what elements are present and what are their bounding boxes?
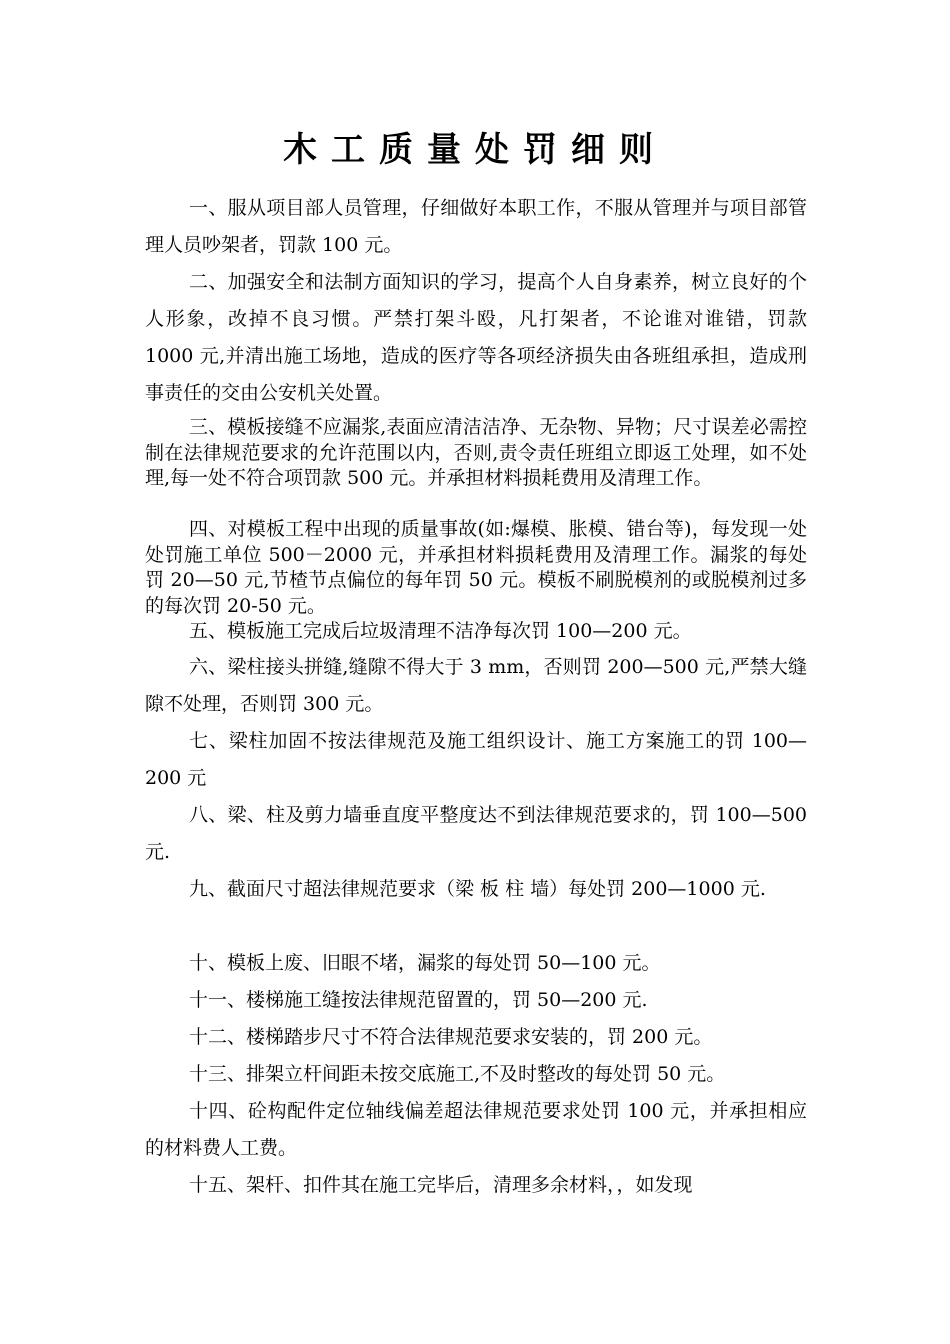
clause-6: 六、梁柱接头拼缝,缝隙不得大于 3 mm，否则罚 200—500 元,严禁大缝隙不处理，否则罚 300 元。 [145, 656, 807, 715]
clause-2: 二、加强安全和法制方面知识的学习，提高个人自身素养，树立良好的个人形象，改掉不良习惯。严禁打架斗殴，凡打架者，不论谁对谁错，罚款 1000 元,并清出施工场地，造成的医疗等各项经济损失由各班组承担，造成刑事责任的交由公安机关处置。 [145, 271, 807, 404]
clause-5: 五、模板施工完成后垃圾清理不洁净每次罚 100—200 元。 [189, 620, 692, 642]
clause-1: 一、服从项目部人员管理，仔细做好本职工作，不服从管理并与项目部管理人员吵架者，罚款 100 元。 [145, 197, 807, 256]
clause-9: 九、截面尺寸超法律规范要求（梁 板 柱 墙）每处罚 200—1000 元. [189, 878, 766, 900]
clause-3: 三、模板接缝不应漏浆,表面应清洁洁净、无杂物、异物；尺寸误差必需控制在法律规范要求的允许范围以内，否则,责令责任班组立即返工处理，如不处理,每一处不符合项罚款 500 元。并承担材料损耗费用及清理工作。 [145, 416, 807, 489]
clause-14: 十四、砼构配件定位轴线偏差超法律规范要求处罚 100 元，并承担相应的材料费人工费。 [145, 1100, 807, 1159]
clause-7: 七、梁柱加固不按法律规范及施工组织设计、施工方案施工的罚 100—200 元 [145, 730, 807, 789]
clause-4: 四、对模板工程中出现的质量事故(如:爆模、胀模、错台等)，每发现一处处罚施工单位 500－2000 元，并承担材料损耗费用及清理工作。漏浆的每处罚 20—50 元,节楂节点偏位的每年罚 50 元。模板不刷脱模剂的或脱模剂过多的每次罚 20-50 元。 [145, 518, 807, 617]
clause-13: 十三、排架立杆间距未按交底施工,不及时整改的每处罚 50 元。 [189, 1063, 726, 1085]
clause-15: 十五、架杆、扣件其在施工完毕后，清理多余材料，，如发现 [189, 1174, 693, 1196]
document-title: 木工质量处罚细则 [283, 130, 667, 170]
clause-11: 十一、楼梯施工缝按法律规范留置的，罚 50—200 元. [189, 989, 648, 1011]
clause-8: 八、梁、柱及剪力墙垂直度平整度达不到法律规范要求的，罚 100—500 元. [145, 804, 807, 863]
clause-10: 十、模板上废、旧眼不堵，漏浆的每处罚 50—100 元。 [189, 952, 661, 974]
clause-12: 十二、楼梯踏步尺寸不符合法律规范要求安装的，罚 200 元。 [189, 1026, 713, 1048]
